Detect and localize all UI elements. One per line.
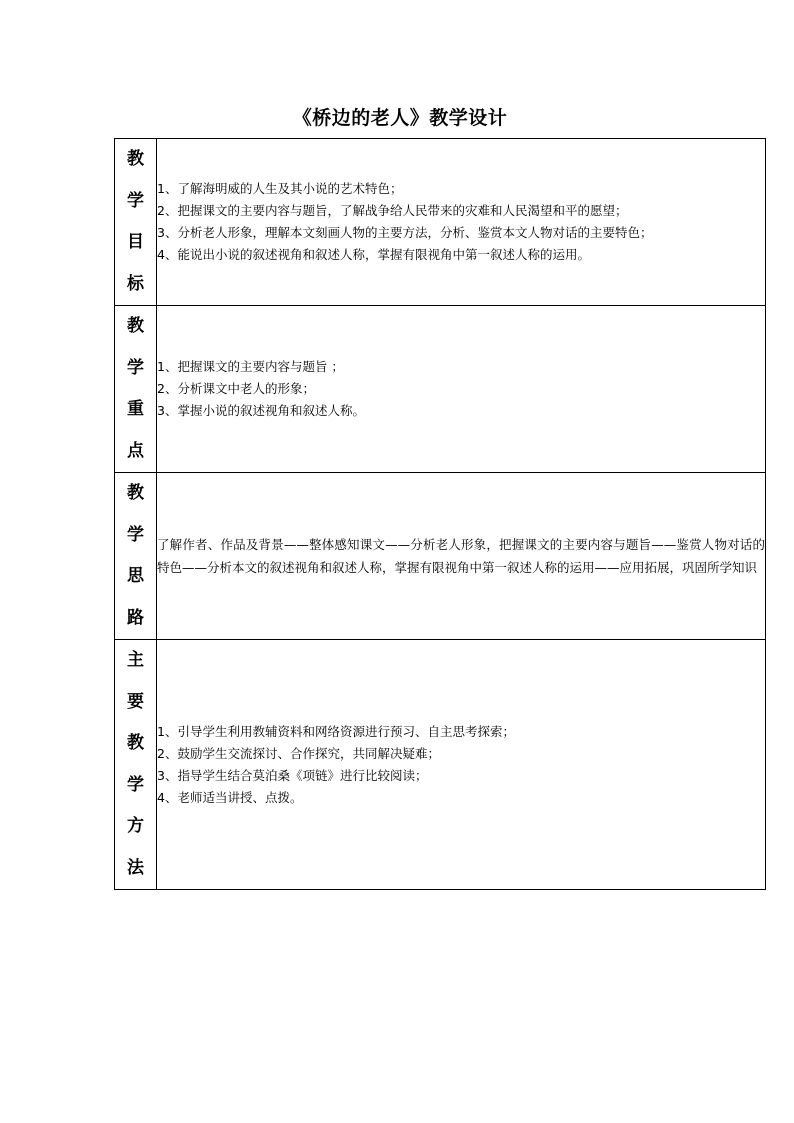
label-char: 教 (127, 316, 144, 336)
section-label (115, 139, 157, 306)
list-item: 4、能说出小说的叙述视角和叙述人称，掌握有限视角中第一叙述人称的运用。 (157, 247, 590, 262)
section-content (157, 640, 766, 890)
label-char: 主 (127, 650, 144, 670)
lesson-plan-table (114, 138, 766, 890)
label-char: 学 (127, 524, 144, 545)
section-label (115, 473, 157, 640)
label-char: 教 (127, 733, 144, 753)
label-char: 要 (127, 691, 144, 712)
section-label (115, 306, 157, 473)
list-item: 3、分析老人形象，理解本文刻画人物的主要方法，分析、鉴赏本文人物对话的主要特色； (157, 225, 653, 240)
section-teaching-methods (115, 640, 766, 890)
section-teaching-approach (115, 473, 766, 640)
label-char: 目 (127, 232, 144, 252)
list-item: 3、掌握小说的叙述视角和叙述人称。 (157, 403, 365, 418)
label-char: 方 (127, 816, 144, 836)
list-item: 1、引导学生利用教辅资料和网络资源进行预习、自主思考探索； (157, 723, 515, 739)
document-title: 《桥边的老人》教学设计 (292, 107, 508, 129)
section-content (157, 139, 766, 306)
label-char: 法 (127, 857, 144, 878)
label-char: 思 (127, 566, 144, 586)
label-char: 路 (127, 607, 144, 628)
section-content (157, 473, 766, 640)
label-char: 重 (127, 399, 144, 419)
label-char: 标 (127, 273, 144, 294)
label-char: 学 (127, 774, 144, 795)
label-char: 教 (127, 483, 144, 503)
label-char: 学 (127, 190, 144, 211)
section-label (115, 640, 157, 890)
label-char: 点 (127, 440, 144, 461)
list-item: 1、把握课文的主要内容与题旨 ； (157, 359, 344, 374)
list-item: 4、老师适当讲授、点拨。 (157, 789, 303, 805)
label-char: 学 (127, 357, 144, 378)
list-item: 1、了解海明威的人生及其小说的艺术特色； (157, 181, 403, 196)
list-item: 3、指导学生结合莫泊桑《项链》进行比较阅读； (157, 767, 428, 783)
section-teaching-objectives (115, 139, 766, 306)
section-content (157, 306, 766, 473)
approach-paragraph: 了解作者、作品及背景——整体感知课文——分析老人形象，把握课文的主要内容与题旨——鉴赏人物对话的特色——分析本文的叙述视角和叙述人称，掌握有限视角中第一叙述人称的运用——应用拓展，巩固所学知识 (157, 537, 765, 575)
list-item: 2、把握课文的主要内容与题旨，了解战争给人民带来的灾难和人民渴望和平的愿望； (157, 203, 628, 218)
section-teaching-focus (115, 306, 766, 473)
list-item: 2、鼓励学生交流探讨、合作探究，共同解决疑难； (157, 745, 440, 761)
label-char: 教 (127, 149, 144, 169)
list-item: 2、分析课文中老人的形象； (157, 381, 315, 396)
